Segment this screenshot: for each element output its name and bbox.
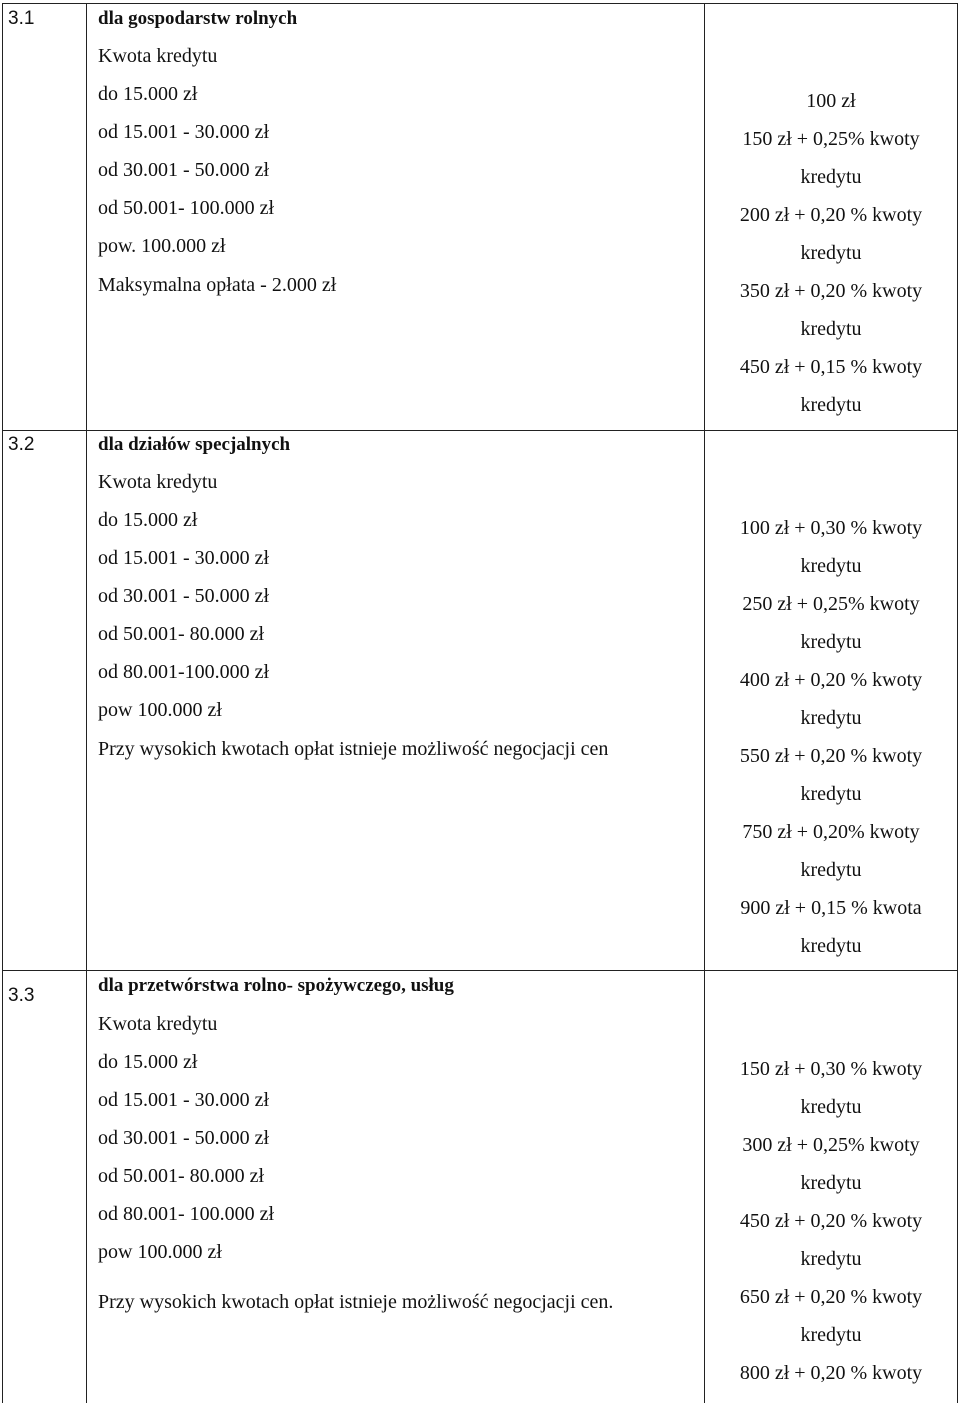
range-item: od 80.001- 100.000 zł bbox=[98, 1203, 275, 1225]
fee-line: 450 zł + 0,15 % kwoty bbox=[739, 356, 923, 378]
range-item: do 15.000 zł bbox=[98, 509, 198, 531]
range-item: od 80.001-100.000 zł bbox=[98, 661, 270, 683]
fee-line: kredytu bbox=[800, 394, 862, 416]
section-note: Przy wysokich kwotach opłat istnieje możliwość negocjacji cen bbox=[98, 738, 609, 760]
fee-line: 650 zł + 0,20 % kwoty bbox=[739, 1286, 923, 1308]
fee-line: 300 zł + 0,25% kwoty bbox=[742, 1134, 920, 1156]
range-item: od 15.001 - 30.000 zł bbox=[98, 121, 270, 143]
range-item: do 15.000 zł bbox=[98, 83, 198, 105]
fee-line: kredytu bbox=[800, 935, 862, 957]
table-border-top bbox=[2, 3, 958, 4]
section-number: 3.1 bbox=[8, 8, 35, 29]
fee-line: kredytu bbox=[800, 1248, 862, 1270]
section-number: 3.2 bbox=[8, 434, 35, 455]
table-border-left bbox=[2, 3, 3, 1403]
section-title: dla gospodarstw rolnych bbox=[98, 8, 298, 29]
range-item: pow 100.000 zł bbox=[98, 699, 222, 721]
fee-line: kredytu bbox=[800, 783, 862, 805]
table-border-col1 bbox=[86, 3, 87, 1403]
fee-line: kredytu bbox=[800, 631, 862, 653]
section-title: dla przetwórstwa rolno- spożywczego, usług bbox=[98, 975, 454, 996]
fee-line: kredytu bbox=[800, 166, 862, 188]
fee-line: 100 zł + 0,30 % kwoty bbox=[739, 517, 923, 539]
range-item: od 50.001- 80.000 zł bbox=[98, 623, 265, 645]
section-note: Przy wysokich kwotach opłat istnieje możliwość negocjacji cen. bbox=[98, 1291, 614, 1313]
fee-line: kredytu bbox=[800, 859, 862, 881]
range-item: od 15.001 - 30.000 zł bbox=[98, 547, 270, 569]
section-note: Maksymalna opłata - 2.000 zł bbox=[98, 274, 337, 296]
fee-line: 200 zł + 0,20 % kwoty bbox=[739, 204, 923, 226]
fee-line: 550 zł + 0,20 % kwoty bbox=[739, 745, 923, 767]
fee-line: kredytu bbox=[800, 1096, 862, 1118]
column-subheader: Kwota kredytu bbox=[98, 45, 218, 67]
fee-line: kredytu bbox=[800, 1172, 862, 1194]
range-item: od 50.001- 80.000 zł bbox=[98, 1165, 265, 1187]
range-item: od 30.001 - 50.000 zł bbox=[98, 585, 270, 607]
row-divider-2 bbox=[2, 970, 958, 971]
fee-line: 350 zł + 0,20 % kwoty bbox=[739, 280, 923, 302]
fee-line: 800 zł + 0,20 % kwoty bbox=[739, 1362, 923, 1384]
fee-line: 250 zł + 0,25% kwoty bbox=[742, 593, 920, 615]
range-item: do 15.000 zł bbox=[98, 1051, 198, 1073]
range-item: pow. 100.000 zł bbox=[98, 235, 226, 257]
fee-line: kredytu bbox=[800, 555, 862, 577]
range-item: od 50.001- 100.000 zł bbox=[98, 197, 275, 219]
column-subheader: Kwota kredytu bbox=[98, 471, 218, 493]
range-item: od 30.001 - 50.000 zł bbox=[98, 1127, 270, 1149]
fee-line: 900 zł + 0,15 % kwota bbox=[740, 897, 922, 919]
section-number: 3.3 bbox=[8, 985, 35, 1006]
fee-line: 750 zł + 0,20% kwoty bbox=[742, 821, 920, 843]
fee-line: 450 zł + 0,20 % kwoty bbox=[739, 1210, 923, 1232]
fee-line: 400 zł + 0,20 % kwoty bbox=[739, 669, 923, 691]
fee-line: kredytu bbox=[800, 318, 862, 340]
fee-line: kredytu bbox=[800, 707, 862, 729]
range-item: od 15.001 - 30.000 zł bbox=[98, 1089, 270, 1111]
fee-line: kredytu bbox=[800, 242, 862, 264]
fee-line: 100 zł bbox=[806, 90, 856, 112]
column-subheader: Kwota kredytu bbox=[98, 1013, 218, 1035]
fee-line: 150 zł + 0,30 % kwoty bbox=[739, 1058, 923, 1080]
row-divider-1 bbox=[2, 430, 958, 431]
range-item: pow 100.000 zł bbox=[98, 1241, 222, 1263]
range-item: od 30.001 - 50.000 zł bbox=[98, 159, 270, 181]
section-title: dla działów specjalnych bbox=[98, 434, 291, 455]
fee-line: 150 zł + 0,25% kwoty bbox=[742, 128, 920, 150]
fee-line: kredytu bbox=[800, 1324, 862, 1346]
